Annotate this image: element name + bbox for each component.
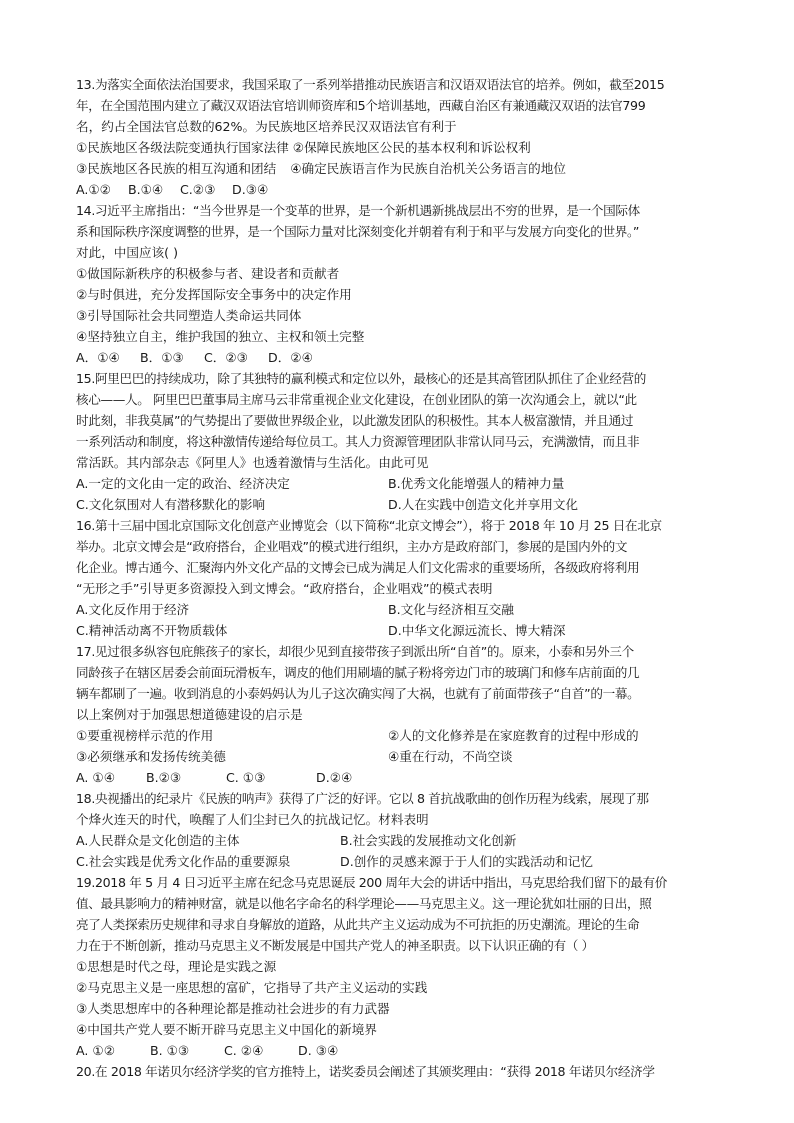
option: ④确定民族语言作为民族自治机关公务语言的地位: [290, 161, 566, 176]
question-text-line: 以上案例对于加强思想道德建设的启示是: [76, 707, 303, 722]
question-text-line: 亮了人类探索历史规律和寻求自身解放的道路，从此共产主义运动成为不可抗拒的历史潮流。理论的生命: [76, 917, 640, 932]
answer-choice-d: D. ③④: [298, 1043, 339, 1058]
question-text-line: 同龄孩子在辖区居委会前面玩滑板车，调皮的他们用刷墙的腻子粉将旁边门市的玻璃门和修车店前面的几: [76, 665, 640, 680]
question-text-line: 常活跃。其内部杂志《阿里人》也透着激情与生活化。由此可见: [76, 455, 429, 470]
question-text-line: 力在于不断创新，推动马克思主义不断发展是中国共产党人的神圣职责。以下认识正确的有（ ）: [76, 938, 594, 953]
answer-choice-a: A.①②: [76, 182, 111, 197]
option-c: C.社会实践是优秀文化作品的重要源泉: [76, 854, 291, 869]
option: ③人类思想库中的各种理论都是推动社会进步的有力武器: [76, 1001, 390, 1016]
answer-choices: [76, 1040, 732, 1061]
answer-choice-b: B.①④: [128, 182, 164, 197]
answer-choice-c: C. ①③: [226, 770, 266, 785]
option-row: [76, 725, 732, 746]
option-a: A.一定的文化由一定的政治、经济决定: [76, 476, 290, 491]
question-text-line: 一系列活动和制度，将这种激情传递给每位员工。其人力资源管理团队非常认同马云，充满激情，而且非: [76, 434, 640, 449]
option-row: [76, 746, 732, 767]
answer-choices: [76, 347, 732, 368]
option-d: D.人在实践中创造文化并享用文化: [388, 497, 579, 512]
question-text-line: 对此，中国应该( ): [76, 245, 178, 260]
option: ④重在行动，不尚空谈: [388, 749, 513, 764]
question-text-line: 时此刻，非我莫属”的气势提出了要做世界级企业，以此激发团队的积极性。其本人极富激情，并且通过: [76, 413, 634, 428]
question-18: [76, 788, 732, 872]
option: ④坚持独立自主，维护我国的独立、主权和领土完整: [76, 329, 365, 344]
option-row: [76, 620, 732, 641]
option-b: B.优秀文化能增强人的精神力量: [388, 476, 565, 491]
question-text-line: 系和国际秩序深度调整的世界，是一个国际力量对比深刻变化并朝着有利于和平与发展方向变化的世界。”: [76, 224, 640, 239]
option: ③引导国际社会共同塑造人类命运共同体: [76, 308, 302, 323]
question-text-line: 年，在全国范围内建立了藏汉双语法官培训师资库和5个培训基地，西藏自治区有兼通藏汉双语的法官799: [76, 98, 646, 113]
question-text-line: 20.在 2018 年诺贝尔经济学奖的官方推特上，诺奖委员会阐述了其颁奖理由：“获得 2018 年诺贝尔经济学: [76, 1064, 655, 1079]
option: ④中国共产党人要不断开辟马克思主义中国化的新境界: [76, 1022, 377, 1037]
option-b: B.社会实践的发展推动文化创新: [340, 833, 517, 848]
option-row: [76, 158, 732, 179]
question-20: [76, 1061, 732, 1082]
question-17: [76, 641, 732, 788]
question-text-line: 核心——人。 阿里巴巴董事局主席马云非常重视企业文化建设，在创业团队的第一次沟通会上，就以“此: [76, 392, 637, 407]
option-c: C.精神活动离不开物质载体: [76, 623, 228, 638]
option-c: C.文化氛围对人有潜移默化的影响: [76, 497, 266, 512]
question-text-line: 19.2018 年 5 月 4 日习近平主席在纪念马克思诞辰 200 周年大会的讲话中指出，马克思给我们留下的最有价: [76, 875, 668, 890]
question-text-line: 个烽火连天的时代，唤醒了人们尘封已久的抗战记忆。材料表明: [76, 812, 429, 827]
answer-choices: [76, 767, 732, 788]
question-text-line: 值、最具影响力的精神财富，就是以他名字命名的科学理论——马克思主义。这一理论犹如壮丽的日出，照: [76, 896, 652, 911]
option-a: A.人民群众是文化创造的主体: [76, 833, 240, 848]
question-19: [76, 872, 732, 1061]
option-row: [76, 599, 732, 620]
question-text-line: 17.见过很多纵容包庇熊孩子的家长，却很少见到直接带孩子到派出所“自首”的。原来，小泰和另外三个: [76, 644, 634, 659]
answer-choices: [76, 179, 732, 200]
answer-choice-b: B．①③: [140, 350, 184, 365]
option: ②人的文化修养是在家庭教育的过程中形成的: [388, 728, 639, 743]
exam-page: [76, 74, 732, 1082]
option: ②马克思主义是一座思想的富矿，它指导了共产主义运动的实践: [76, 980, 428, 995]
question-text-line: 化企业。博古通今、汇聚海内外文化产品的文博会已成为满足人们文化需求的重要场所，各级政府将利用: [76, 560, 640, 575]
question-text-line: 15.阿里巴巴的持续成功，除了其独特的赢利模式和定位以外，最核心的还是其高管团队抓住了企业经营的: [76, 371, 646, 386]
question-text-line: 举办。北京文博会是“政府搭台，企业唱戏”的模式进行组织，主办方是政府部门，参展的是国内外的文: [76, 539, 628, 554]
answer-choice-d: D.②④: [316, 770, 353, 785]
option-b: B.文化与经济相互交融: [388, 602, 514, 617]
answer-choice-b: B.②③: [146, 770, 182, 785]
question-text-line: 18.央视播出的纪录片《民族的呐声》获得了广泛的好评。它以 8 首抗战歌曲的创作历程为线索，展现了那: [76, 791, 649, 806]
option: ①做国际新秩序的积极参与者、建设者和贡献者: [76, 266, 340, 281]
answer-choice-c: C.②③: [180, 182, 216, 197]
answer-choice-a: A. ①②: [76, 1043, 115, 1058]
question-13: [76, 74, 732, 200]
option-row: [76, 851, 732, 872]
question-text-line: 14.习近平主席指出：“当今世界是一个变革的世界，是一个新机遇新挑战层出不穷的世界，是一个国际体: [76, 203, 640, 218]
question-16: [76, 515, 732, 641]
question-text-line: 16.第十三届中国北京国际文化创意产业博览会（以下简称“北京文博会”），将于 2018 年 10 月 25 日在北京: [76, 518, 662, 533]
option: ①要重视榜样示范的作用: [76, 728, 214, 743]
option-row: [76, 830, 732, 851]
option: ①民族地区各级法院变通执行国家法律: [76, 140, 289, 155]
option: ③民族地区各民族的相互沟通和团结: [76, 161, 277, 176]
answer-choice-d: D.③④: [232, 182, 269, 197]
question-14: [76, 200, 732, 368]
option: ②与时俱进，充分发挥国际安全事务中的决定作用: [76, 287, 352, 302]
option-d: D.创作的灵感来源于于人们的实践活动和记忆: [340, 854, 593, 869]
answer-choice-a: A．①④: [76, 350, 120, 365]
question-text-line: “无形之手”引导更多资源投入到文博会。“政府搭台，企业唱戏”的模式表明: [76, 581, 493, 596]
answer-choice-b: B. ①③: [150, 1043, 190, 1058]
option: ③必须继承和发扬传统美德: [76, 749, 226, 764]
option: ①思想是时代之母，理论是实践之源: [76, 959, 277, 974]
answer-choice-a: A. ①④: [76, 770, 115, 785]
option-row: [76, 137, 732, 158]
option-row: [76, 494, 732, 515]
question-text-line: 名，约占全国法官总数的62%。为民族地区培养民汉双语法官有利于: [76, 119, 457, 134]
answer-choice-d: D．②④: [268, 350, 313, 365]
option: ②保障民族地区公民的基本权利和诉讼权利: [292, 140, 531, 155]
option-row: [76, 473, 732, 494]
option-a: A.文化反作用于经济: [76, 602, 190, 617]
answer-choice-c: C．②③: [204, 350, 248, 365]
answer-choice-c: C. ②④: [224, 1043, 264, 1058]
question-text-line: 13.为落实全面依法治国要求，我国采取了一系列举措推动民族语言和汉语双语法官的培养。例如，截至2015: [76, 77, 665, 92]
question-15: [76, 368, 732, 515]
question-text-line: 辆车都刷了一遍。收到消息的小泰妈妈认为儿子这次确实闯了大祸，也就有了前面带孩子“自首”的一幕。: [76, 686, 640, 701]
option-d: D.中华文化源远流长、博大精深: [388, 623, 566, 638]
